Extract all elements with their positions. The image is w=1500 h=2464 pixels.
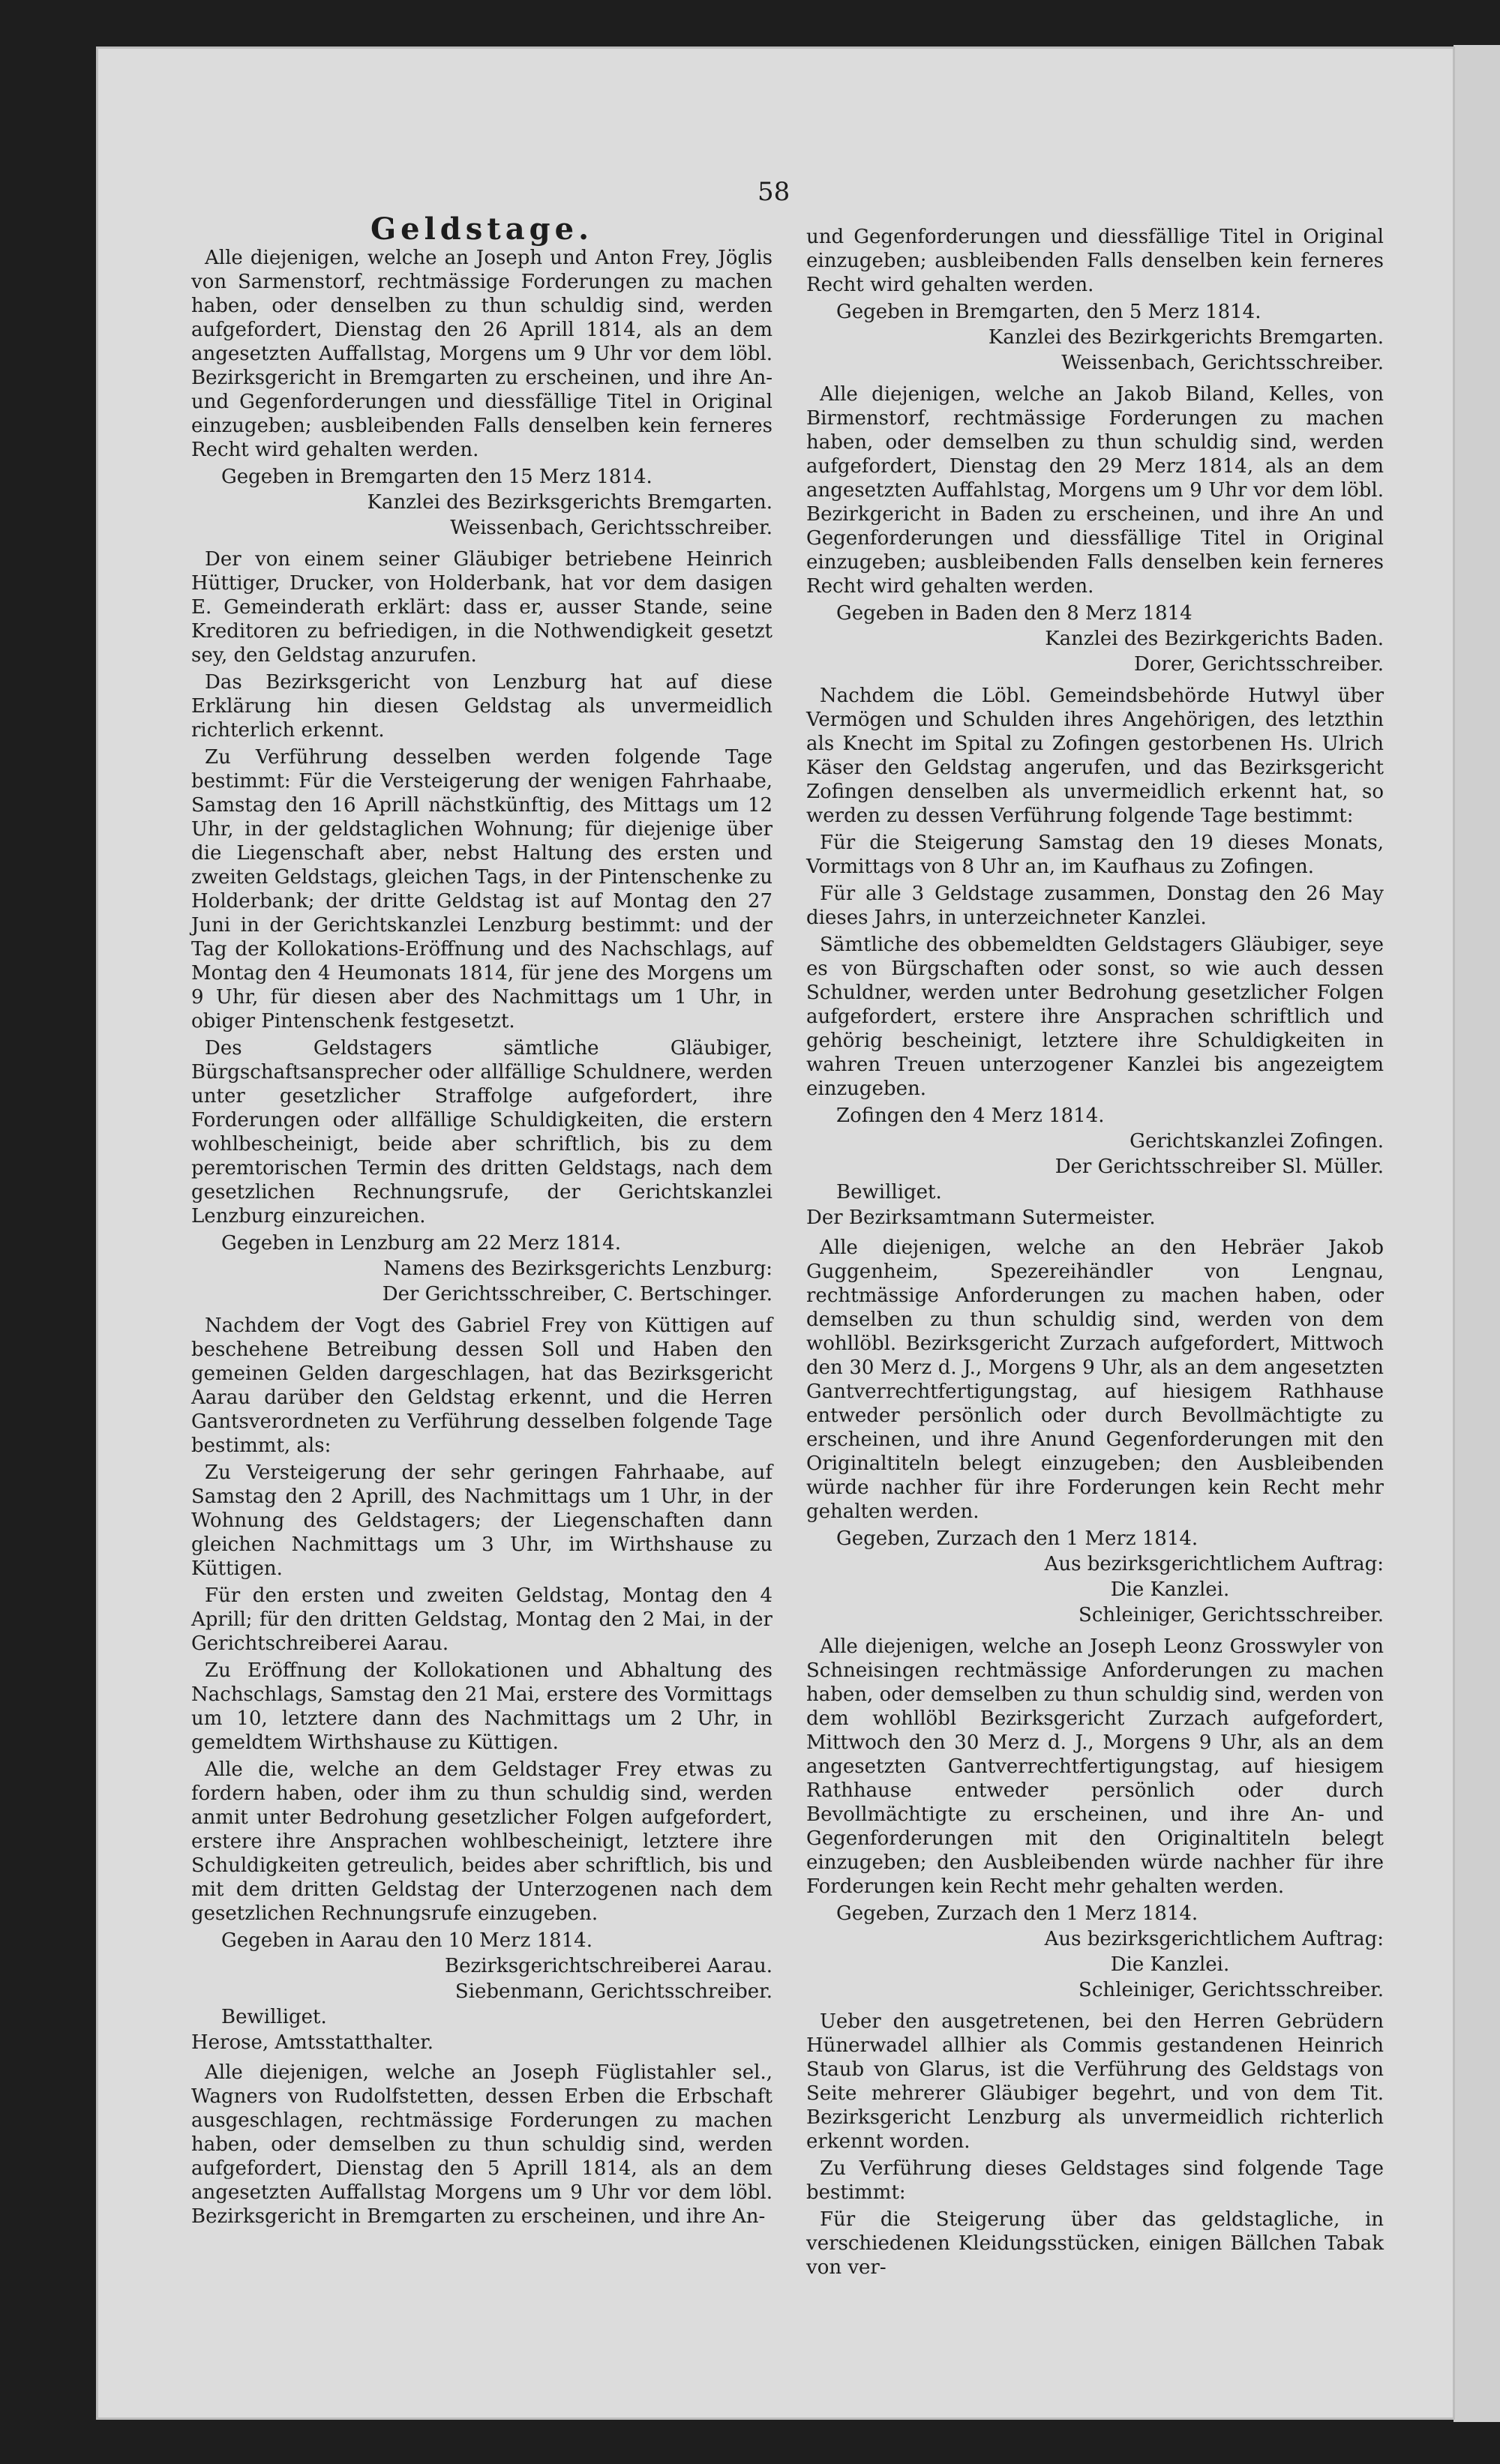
notice-8-signature-clerk: Schleiniger, Gerichtsschreiber. xyxy=(1078,1979,1384,2001)
notice-8-date: Gegeben, Zurzach den 1 Merz 1814. xyxy=(836,1902,1198,1925)
notice-4-date: Gegeben in Bremgarten, den 5 Merz 1814. xyxy=(836,301,1262,323)
notice-6-text-3: Für alle 3 Geldstage zusammen, Donstag den 26 May dieses Jahrs, in unterzeichneter Kanzlei. xyxy=(806,883,1384,929)
notice-3-approver: Herose, Amtsstatthalter. xyxy=(191,2031,434,2054)
notice-9-text-2: Zu Verführung dieses Geldstages sind folgende Tage bestimmt: xyxy=(806,2157,1384,2204)
notice-7-signature-clerk: Schleiniger, Gerichtsschreiber. xyxy=(1078,1604,1384,1626)
notice-1-signature-clerk: Weissenbach, Gerichtsschreiber. xyxy=(450,517,772,539)
notice-2-date: Gegeben in Lenzburg am 22 Merz 1814. xyxy=(221,1232,621,1254)
notice-2-text-1: Der von einem seiner Gläubiger betriebene Heinrich Hüttiger, Drucker, von Holderbank, hat vor dem dasigen E. Gemeinderath erklärt: dass er, ausser Stande, seine Kreditoren zu befriedigen, in die Nothwendigkeit gesetzt sey, den Geldstag anzurufen. xyxy=(191,548,772,667)
notice-3-text-4: Zu Eröffnung der Kollokationen und Abhaltung des Nachschlags, Samstag den 21 Mai, erstere des Vormittags um 10, letztere dann des Nachmittags um 2 Uhr, in gemeldtem Wirthshause zu Küttigen. xyxy=(191,1659,772,1754)
notice-9-text-3: Für die Steigerung über das geldstagliche, in verschiedenen Kleidungsstücken, einigen Bällchen Tabak von ver- xyxy=(806,2208,1384,2279)
notice-7-signature-office: Die Kanzlei. xyxy=(1110,1578,1230,1601)
notice-4-signature-office: Kanzlei des Bezirkgerichts Bremgarten. xyxy=(988,326,1384,349)
notice-3-signature-clerk: Siebenmann, Gerichtsschreiber. xyxy=(454,1980,772,2003)
notice-2-text-4: Des Geldstagers sämtliche Gläubiger, Bürgschaftsansprecher oder allfällige Schuldnere, werden unter gesetzlicher Straffolge aufgefordert, ihre Forderungen oder allfällige Schuldigkeiten, die erstern wohlbescheinigt, beide aber schriftlich, bis zu dem peremtorischen Termin des dritten Geldstags, nach dem gesetzlichen Rechnungsrufe, der Gerichtskanzlei Lenzburg einzureichen. xyxy=(191,1037,772,1228)
notice-4-continued: und Gegenforderungen und diessfällige Titel in Original einzugeben; ausbleibenden Falls denselben kein ferneres Recht wird gehalten werden. xyxy=(806,226,1384,296)
page-number: 58 xyxy=(758,177,790,207)
notice-6-approved: Bewilliget. xyxy=(836,1181,942,1204)
notice-2-text-3: Zu Verführung desselben werden folgende Tage bestimmt: Für die Versteigerung der wenigen Fahrhaabe, Samstag den 16 Aprill nächstkünftig, des Mittags um 12 Uhr, in der geldstaglichen Wohnung; für diejenige über die Liegenschaft aber, nebst Haltung des ersten und zweiten Geldstags, gleichen Tags, in der Pintenschenke zu Holderbank; der dritte Geldstag ist auf Montag den 27 Juni in der Gerichtskanzlei Lenzburg bestimmt: und der Tag der Kollokations-Eröffnung und des Nachschlags, auf Montag den 4 Heumonats 1814, für jene des Morgens um 9 Uhr, für diesen aber des Nachmittags um 1 Uhr, in obiger Pintenschenk festgesetzt. xyxy=(191,746,772,1033)
notice-7-signature-mandate: Aus bezirksgerichtlichem Auftrag: xyxy=(1044,1553,1384,1575)
notice-5-signature-office: Kanzlei des Bezirkgerichts Baden. xyxy=(1045,628,1384,650)
notice-7-text: Alle diejenigen, welche an den Hebräer Jakob Guggenheim, Spezereihändler von Lengnau, rechtmässige Anforderungen zu machen haben, oder demselben zu thun schuldig sind, werden von dem wohllöbl. Bezirksgericht Zurzach aufgefordert, Mittwoch den 30 Merz d. J., Morgens 9 Uhr, als an dem angesetzten Gantverrechtfertigungstag, auf hiesigem Rathhause entweder persönlich oder durch Bevollmächtigte zu erscheinen, und ihre Anund Gegenforderungen mit den Originaltiteln belegt einzugeben; den Ausbleibenden würde nachher für ihre Forderungen kein Recht mehr gehalten werden. xyxy=(806,1236,1384,1523)
notice-3-signature-office: Bezirksgerichtschreiberei Aarau. xyxy=(445,1955,772,1977)
notice-1-date: Gegeben in Bremgarten den 15 Merz 1814. xyxy=(221,466,652,488)
notice-6-date: Zofingen den 4 Merz 1814. xyxy=(836,1105,1105,1127)
notice-2-signature-clerk: Der Gerichtsschreiber, C. Bertschinger. xyxy=(382,1283,772,1305)
notice-6-text-4: Sämtliche des obbemeldten Geldstagers Gläubiger, seye es von Bürgschaften oder sonst, so wie auch dessen Schuldner, werden unter Bedrohung gesetzlicher Folgen aufgefordert, erstere ihre Ansprachen schriftlich und gehörig bescheinigt, letztere ihre Schuldigkeiten in wahren Treuen unterzogener Kanzlei bis angezeigtem einzugeben. xyxy=(806,934,1384,1100)
notice-4-text: Alle diejenigen, welche an Joseph Füglistahler sel., Wagners von Rudolfstetten, dessen Erben die Erbschaft ausgeschlagen, rechtmässige Forderungen zu machen haben, oder demselben zu thun schuldig sind, werden aufgefordert, Dienstag den 5 Aprill 1814, als an dem angesetzten Auffallstag Morgens um 9 Uhr vor dem löbl. Bezirksgericht in Bremgarten zu erscheinen, und ihre An- xyxy=(191,2061,772,2228)
notice-3-text-5: Alle die, welche an dem Geldstager Frey etwas zu fordern haben, oder ihm zu thun schuldig sind, werden anmit unter Bedrohung gesetzlicher Folgen aufgefordert, erstere ihre Ansprachen wohlbescheinigt, letztere ihre Schuldigkeiten getreulich, beides aber schriftlich, bis und mit dem dritten Geldstag der Unterzogenen nach dem gesetzlichen Rechnungsrufe einzugeben. xyxy=(191,1758,772,1925)
right-column xyxy=(806,225,1384,2283)
notice-3-text-3: Für den ersten und zweiten Geldstag, Montag den 4 Aprill; für den dritten Geldstag, Montag den 2 Mai, in der Gerichtschreiberei Aarau. xyxy=(191,1584,772,1655)
notice-8-signature-office: Die Kanzlei. xyxy=(1110,1953,1230,1976)
notice-6-text-2: Für die Steigerung Samstag den 19 dieses Monats, Vormittags von 8 Uhr an, im Kaufhaus zu Zofingen. xyxy=(806,832,1384,878)
notice-3-text-1: Nachdem der Vogt des Gabriel Frey von Küttigen auf beschehene Betreibung dessen Soll und Haben den gemeinen Gelden dargeschlagen, hat das Bezirksgericht Aarau darüber den Geldstag erkennt, und die Herren Gantsverordneten zu Verführung desselben folgende Tage bestimmt, als: xyxy=(191,1314,772,1457)
notice-5-text: Alle diejenigen, welche an Jakob Biland, Kelles, von Birmenstorf, rechtmässige Forderungen zu machen haben, oder demselben zu thun schuldig sind, werden aufgefordert, Dienstag den 29 Merz 1814, als an dem angesetzten Auffahlstag, Morgens um 9 Uhr vor dem löbl. Bezirkgericht in Baden zu erscheinen, und ihre An und Gegenforderungen und diessfällige Titel in Original einzugeben; ausbleibenden Falls denselben kein ferneres Recht wird gehalten werden. xyxy=(806,383,1384,598)
notice-1-text: Alle diejenigen, welche an Joseph und Anton Frey, Jöglis von Sarmenstorf, rechtmässige Forderungen zu machen haben, oder denselben zu thun schuldig sind, werden aufgefordert, Dienstag den 26 Aprill 1814, als an dem angesetzten Auffallstag, Morgens um 9 Uhr vor dem löbl. Bezirksgericht in Bremgarten zu erscheinen, und ihre An- und Gegenforderungen und diessfällige Titel in Original einzugeben; ausbleibenden Falls denselben kein ferneres Recht wird gehalten werden. xyxy=(191,247,772,461)
section-heading: Geldstage. xyxy=(370,211,594,247)
notice-6-signature-office: Gerichtskanzlei Zofingen. xyxy=(1130,1130,1384,1153)
notice-5-signature-clerk: Dorer, Gerichtsschreiber. xyxy=(1133,653,1384,676)
notice-5-date: Gegeben in Baden den 8 Merz 1814 xyxy=(836,602,1192,625)
notice-3-text-2: Zu Versteigerung der sehr geringen Fahrhaabe, auf Samstag den 2 Aprill, des Nachmittags um 1 Uhr, in der Wohnung des Geldstagers; der Liegenschaften dann gleichen Nachmittags um 3 Uhr, im Wirthshause zu Küttigen. xyxy=(191,1461,772,1580)
notice-7-date: Gegeben, Zurzach den 1 Merz 1814. xyxy=(836,1527,1198,1550)
notice-2-signature-office: Namens des Bezirksgerichts Lenzburg: xyxy=(383,1257,772,1280)
notice-8-text: Alle diejenigen, welche an Joseph Leonz Grosswyler von Schneisingen rechtmässige Anforderungen zu machen haben, oder demselben zu thun schuldig sind, werden von dem wohllöbl Bezirksgericht Zurzach aufgefordert, Mittwoch den 30 Merz d. J., Morgens 9 Uhr, als an dem angesetzten Gantverrechtfertigungstag, auf hiesigem Rathhause entweder persönlich oder durch Bevollmächtigte zu erscheinen, und ihre An- und Gegenforderungen mit den Originaltiteln belegt einzugeben; den Ausbleibenden würde nachher für ihre Forderungen kein Recht mehr gehalten werden. xyxy=(806,1635,1384,1898)
notice-6-text-1: Nachdem die Löbl. Gemeindsbehörde Hutwyl über Vermögen und Schulden ihres Angehörigen, des letzthin als Knecht im Spital zu Zofingen gestorbenen Hs. Ulrich Käser den Geldstag angerufen, und das Bezirksgericht Zofingen denselben als unvermeidlich erkennt hat, so werden zu dessen Verführung folgende Tage bestimmt: xyxy=(806,685,1384,827)
notice-6-signature-clerk: Der Gerichtsschreiber Sl. Müller. xyxy=(1054,1156,1384,1178)
left-column xyxy=(191,211,772,2232)
adjacent-page-edge xyxy=(1454,45,1500,2422)
notice-2-text-2: Das Bezirksgericht von Lenzburg hat auf diese Erklärung hin diesen Geldstag als unvermeidlich richterlich erkennt. xyxy=(191,671,772,742)
notice-3-approved: Bewilliget. xyxy=(221,2006,327,2028)
notice-6-approver: Der Bezirksamtmann Sutermeister. xyxy=(806,1207,1156,1229)
notice-3-date: Gegeben in Aarau den 10 Merz 1814. xyxy=(221,1929,592,1952)
notice-1-signature-office: Kanzlei des Bezirksgerichts Bremgarten. xyxy=(367,491,772,514)
notice-9-text-1: Ueber den ausgetretenen, bei den Herren Gebrüdern Hünerwadel allhier als Commis gestandenen Heinrich Staub von Glarus, ist die Verführung des Geldstags von Seite mehrerer Gläubiger begehrt, und von dem Tit. Bezirksgericht Lenzburg als unvermeidlich richterlich erkennt worden. xyxy=(806,2010,1384,2153)
notice-8-signature-mandate: Aus bezirksgerichtlichem Auftrag: xyxy=(1044,1928,1384,1950)
notice-4-signature-clerk: Weissenbach, Gerichtsschreiber. xyxy=(1061,352,1384,374)
